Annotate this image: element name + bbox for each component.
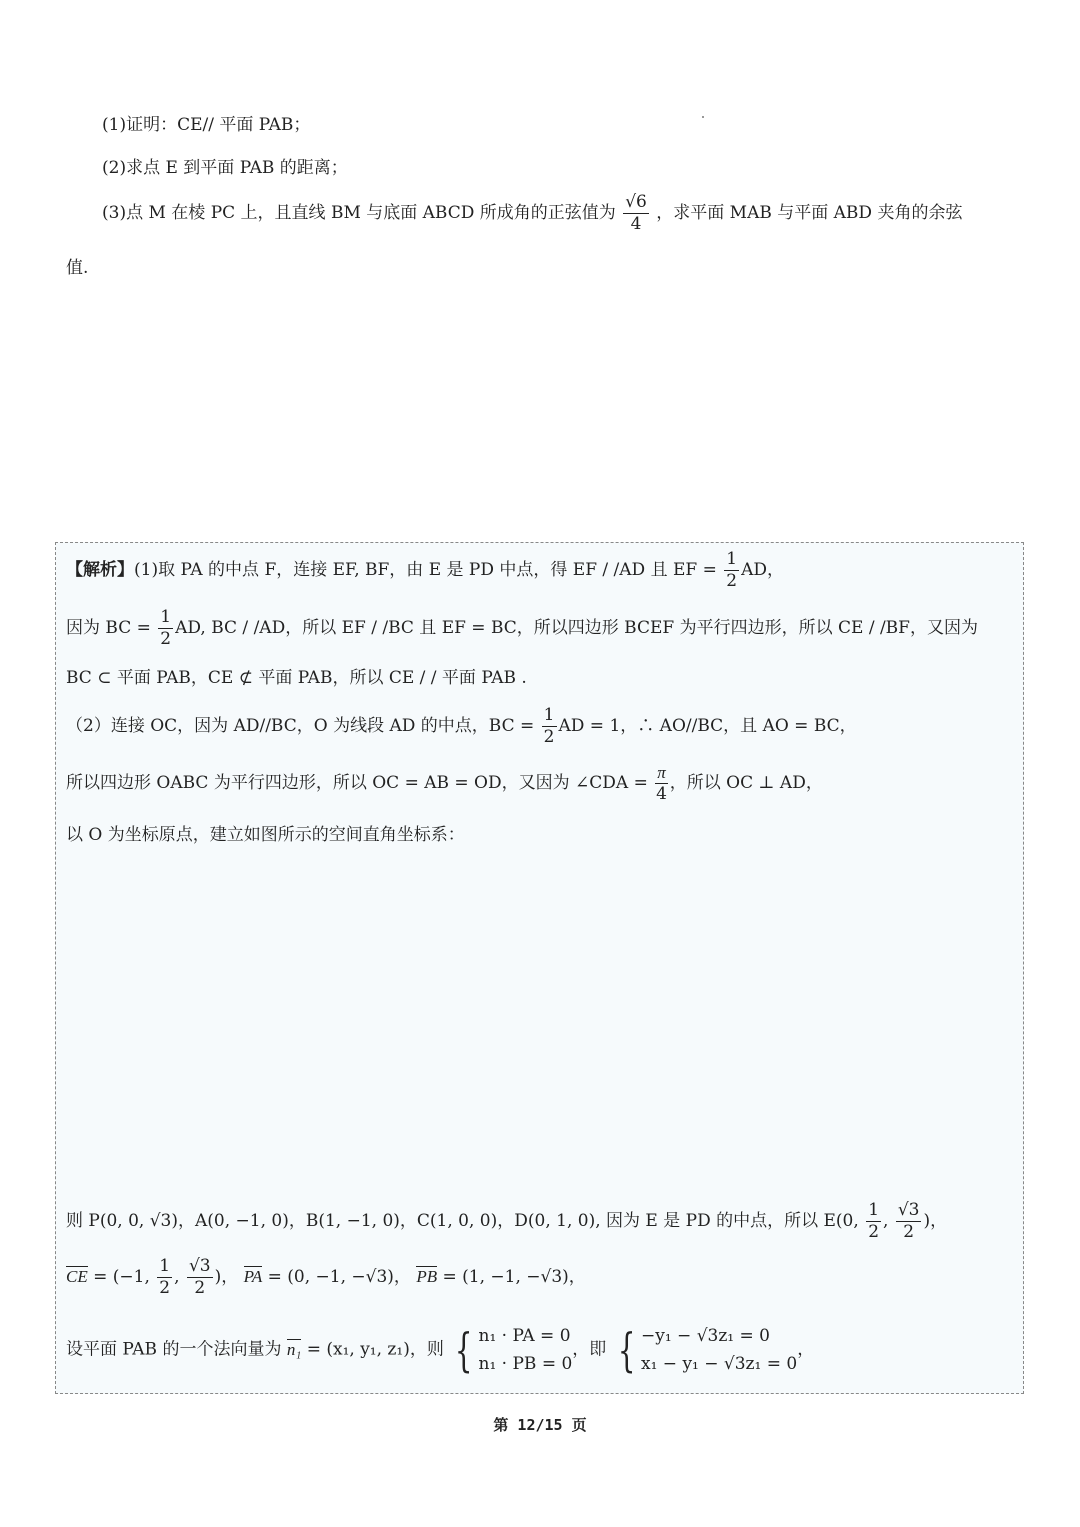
fraction-sqrt3-over-2: $\frac{√3}{2}$ bbox=[188, 1256, 211, 1298]
solution-line-8: CE = (−1, $\frac{1}{2}$ , $\frac{√3}{2}$ )， PA = (0, −1, −√3)， PB = (1, −1, −√3)， bbox=[66, 1256, 586, 1298]
vector-n1: n₁ bbox=[286, 1339, 302, 1359]
fraction-sqrt3-over-2: $\frac{√3}{2}$ bbox=[897, 1200, 920, 1242]
page-number: 第 12/15 页 bbox=[493, 1416, 587, 1434]
question-part-2: (2)求点 E 到平面 PAB 的距离； bbox=[102, 158, 348, 178]
scan-speck bbox=[702, 116, 704, 118]
fraction-sqrt6-over-4: $\frac{√6}{4}$ bbox=[625, 192, 647, 234]
solution-tag: 【解析】 bbox=[66, 560, 134, 580]
fraction-one-half: $\frac{1}{2}$ bbox=[726, 549, 738, 591]
solution-line-1: 【解析】(1)取 PA 的中点 F，连接 EF, BF，由 E 是 PD 中点，得 EF / /AD 且 EF = $\frac{1}{2}$ AD， bbox=[66, 549, 784, 591]
question-part-3: (3)点 M 在棱 PC 上，且直线 BM 与底面 ABCD 所成角的正弦值为 $\frac{√6}{4}$ ，求平面 MAB 与平面 ABD 夹角的余弦 bbox=[102, 192, 963, 234]
fraction-one-half: $\frac{1}{2}$ bbox=[543, 705, 555, 747]
solution-line-3: BC ⊂ 平面 PAB，CE ⊄ 平面 PAB，所以 CE / / 平面 PAB . bbox=[66, 668, 527, 688]
left-brace: { bbox=[455, 1323, 473, 1378]
fraction-one-half: $\frac{1}{2}$ bbox=[159, 1256, 171, 1298]
vector-ce: CE bbox=[66, 1267, 88, 1286]
equation-system-2: −y₁ − √3z₁ = 0 x₁ − y₁ − √3z₁ = 0 bbox=[640, 1326, 798, 1375]
fraction-one-half: $\frac{1}{2}$ bbox=[868, 1200, 880, 1242]
vector-pa: PA bbox=[243, 1267, 263, 1286]
solution-line-2: 因为 BC = $\frac{1}{2}$ AD, BC / /AD，所以 EF / /BC 且 EF = BC，所以四边形 BCEF 为平行四边形，所以 CE / /BF，又因为 bbox=[66, 607, 978, 649]
solution-line-7: 则 P(0, 0, √3)，A(0, −1, 0)，B(1, −1, 0)，C(1, 0, 0)，D(0, 1, 0), 因为 E 是 PD 的中点，所以 E(0, $\frac{1}{2}$ , $\frac{√3}{2}$ )， bbox=[66, 1200, 948, 1242]
equation-system-1: n₁ · PA = 0 n₁ · PB = 0 bbox=[478, 1326, 573, 1375]
fraction-pi-over-4: $\frac{\pi}{4}$ bbox=[656, 763, 667, 804]
solution-line-6: 以 O 为坐标原点，建立如图所示的空间直角坐标系： bbox=[66, 825, 465, 845]
solution-line-9: 设平面 PAB 的一个法向量为 n₁ = (x₁, y₁, z₁)，则 { n₁ · PA = 0 n₁ · PB = 0，即 { −y₁ − √3z₁ = 0 x₁ − y₁ − √3z₁ = 0， bbox=[66, 1323, 815, 1378]
left-brace: { bbox=[617, 1323, 636, 1378]
question-part-1: (1)证明：CE// 平面 PAB； bbox=[102, 115, 311, 135]
fraction-one-half: $\frac{1}{2}$ bbox=[160, 607, 172, 649]
vector-pb: PB bbox=[416, 1267, 438, 1286]
question-part-3-end: 值. bbox=[66, 258, 89, 278]
solution-line-4: （2）连接 OC，因为 AD//BC，O 为线段 AD 的中点，BC = $\frac{1}{2}$ AD = 1，∴ AO//BC，且 AO = BC， bbox=[66, 705, 857, 747]
solution-line-5: 所以四边形 OABC 为平行四边形，所以 OC = AB = OD，又因为 ∠CDA = $\frac{\pi}{4}$ ，所以 OC ⊥ AD， bbox=[66, 763, 823, 804]
